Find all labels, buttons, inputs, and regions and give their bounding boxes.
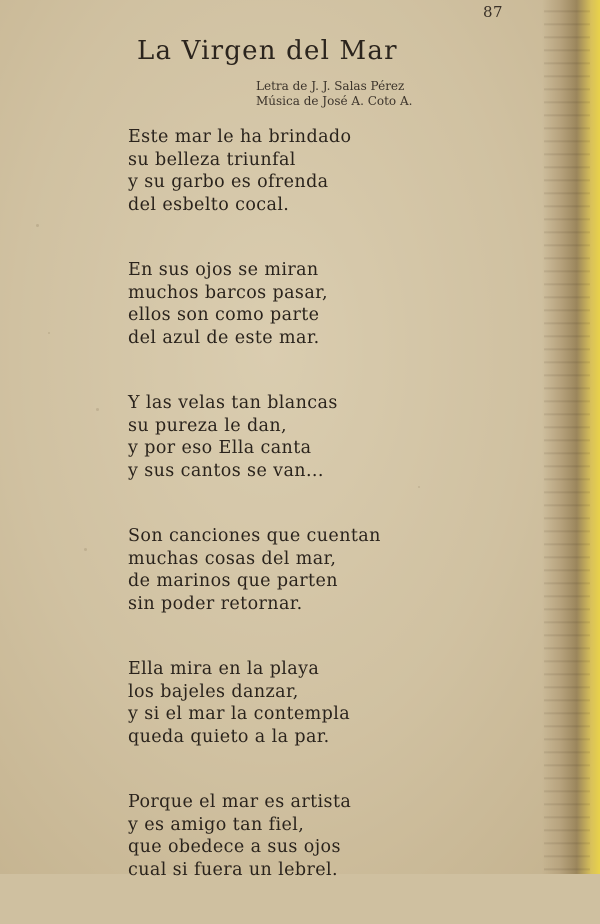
poem-body [128,126,448,924]
paper-spot [48,332,50,334]
poem-line: ellos son como parte [128,305,320,325]
stanza [128,658,448,748]
song-title: La Virgen del Mar [137,36,398,66]
poem-line: y si el mar la contempla [128,704,351,724]
poem-line: los bajeles danzar, [128,681,299,702]
poem-line: Porque el mar es artista [128,792,352,812]
page-number: 87 [483,3,504,21]
poem-line: Son canciones que cuentan [128,526,381,546]
lyrics-credit: Letra de J. J. Salas Pérez [256,79,405,93]
poem-line: muchas cosas del mar, [128,548,337,569]
song-credits [256,79,452,109]
poem-line: muchos barcos pasar, [128,282,328,303]
poem-line: cual si fuera un lebrel. [128,859,339,880]
poem-line: de marinos que parten [128,571,338,591]
paper-spot [96,408,99,411]
poem-line: En sus ojos se miran [128,260,319,280]
stanza [128,392,448,482]
paper-spot [84,548,87,551]
stanza [128,126,448,216]
poem-line: queda quieto a la par. [128,726,330,747]
poem-line: Ella mira en la playa [128,659,320,679]
stanza [128,791,448,881]
poem-line: su belleza triunfal [128,149,296,170]
poem-line: y por eso Ella canta [128,438,312,458]
poem-line: y sus cantos se van... [128,460,324,481]
poem-line: Este mar le ha brindado [128,127,352,147]
poem-line: del azul de este mar. [128,327,320,348]
poem-line: y su garbo es ofrenda [128,172,329,192]
poem-line: Y las velas tan blancas [128,393,338,413]
poem-line: que obedece a sus ojos [128,837,341,857]
poem-line: del esbelto cocal. [128,194,290,215]
page-edge-texture [544,0,590,874]
stanza [128,259,448,349]
stanza [128,525,448,615]
poem-line: y es amigo tan fiel, [128,814,305,835]
music-credit: Música de José A. Coto A. [256,94,413,108]
poem-line: su pureza le dan, [128,415,288,436]
paper-spot [36,224,39,227]
poem-line: sin poder retornar. [128,593,303,614]
